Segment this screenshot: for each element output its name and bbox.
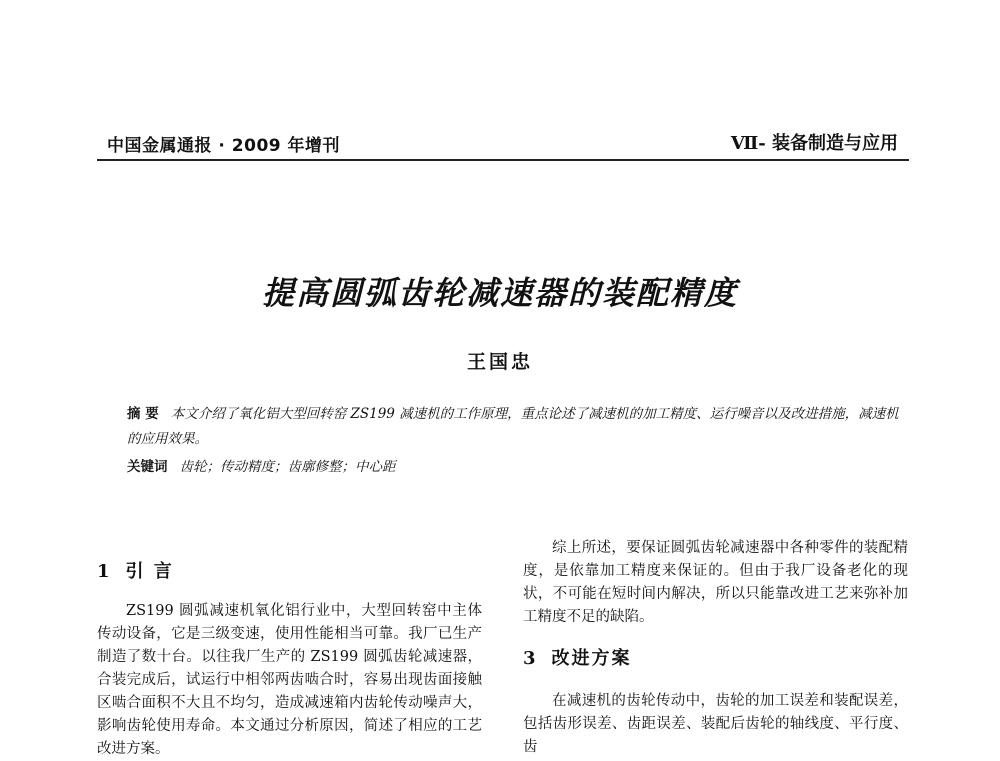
header-rule xyxy=(97,159,909,161)
keywords-block xyxy=(127,455,396,475)
abstract-label: 摘 要 xyxy=(127,406,159,422)
section-1-number: 1 xyxy=(97,561,112,582)
section-3-title: 改进方案 xyxy=(551,648,632,669)
keywords-text: 齿轮；传动精度；齿廓修整；中心距 xyxy=(179,459,396,475)
right-column xyxy=(523,537,908,759)
author-name: 王国忠 xyxy=(466,351,533,373)
journal-header: 中国金属通报 · 2009 年增刊 xyxy=(107,136,341,156)
section-3-number: 3 xyxy=(523,648,538,669)
abstract-text: 本文介绍了氧化铝大型回转窑 ZS199 减速机的工作原理，重点论述了减速机的加工精度、运行噪音以及改进措施，减速机的应用效果。 xyxy=(127,406,899,447)
left-column xyxy=(97,560,482,761)
section-1-paragraph: ZS199 圆弧减速机氧化铝行业中，大型回转窑中主体传动设备，它是三级变速，使用性能相当可靠。我厂已生产制造了数十台。以往我厂生产的 ZS199 圆弧齿轮减速器，合装完成后，试运行中相邻两齿啮合时，容易出现齿面接触区啮合面积不大且不均匀，造成减速箱内齿轮传动噪声大，影响齿轮使用寿命。本文通过分析原因，简述了相应的工艺改进方案。 xyxy=(97,603,482,757)
abstract-block xyxy=(97,402,909,452)
section-1-heading xyxy=(97,560,482,583)
section-3-heading xyxy=(523,647,908,670)
summary-paragraph: 综上所述，要保证圆弧齿轮减速器中各种零件的装配精度，是依靠加工精度来保证的。但由于我厂设备老化的现状，不可能在短时间内解决，所以只能靠改进工艺来弥补加工精度不足的缺陷。 xyxy=(523,540,908,625)
section-3-paragraph: 在减速机的齿轮传动中，齿轮的加工误差和装配误差，包括齿形误差、齿距误差、装配后齿轮的轴线度、平行度、齿 xyxy=(523,693,908,755)
section-1-title: 引 言 xyxy=(125,561,174,582)
keywords-label: 关键词 xyxy=(127,459,168,475)
section-header: Ⅶ- 装备制造与应用 xyxy=(730,133,898,154)
paper-title: 提高圆弧齿轮减速器的装配精度 xyxy=(261,274,738,312)
